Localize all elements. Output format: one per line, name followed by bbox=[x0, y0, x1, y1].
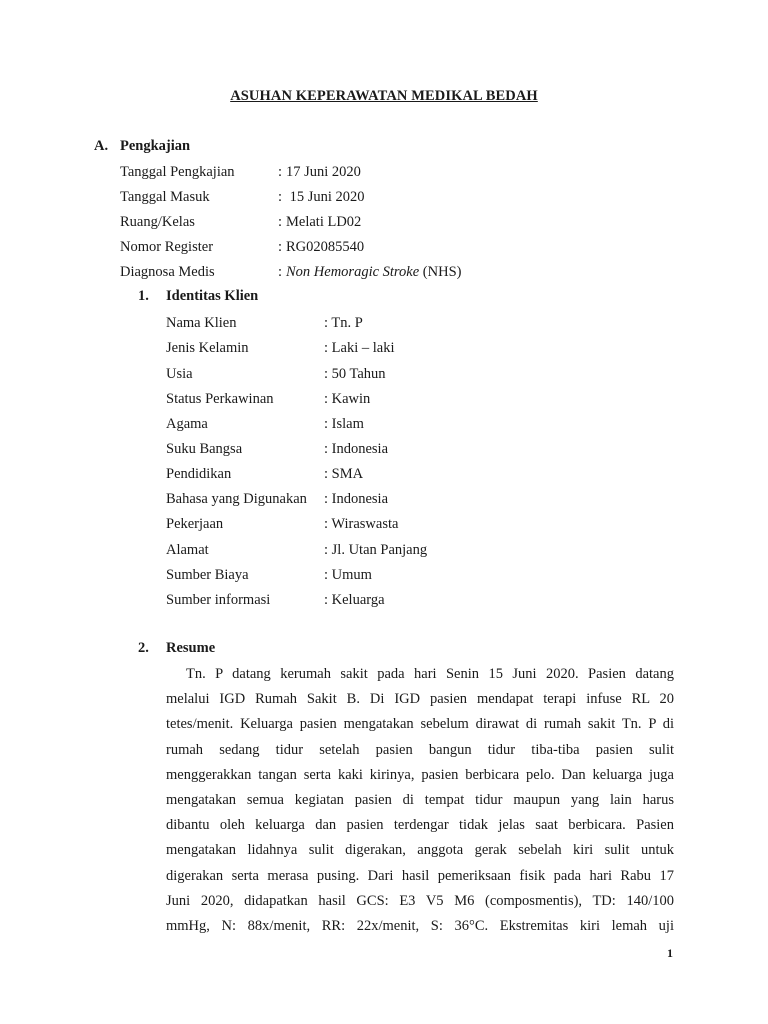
identity-value: : Laki – laki bbox=[324, 340, 395, 356]
resume-line: menggerakkan tangan serta kaki kirinya, pasien berbicara pelo. Dan keluarga juga bbox=[166, 766, 674, 783]
admission-label: Nomor Register bbox=[120, 239, 214, 255]
subsection-1-heading bbox=[138, 288, 258, 305]
resume-line: mmHg, N: 88x/menit, RR: 22x/menit, S: 36°C. Ekstremitas kiri lemah uji bbox=[166, 917, 674, 934]
identity-value: : Tn. P bbox=[324, 315, 363, 331]
identity-label: Usia bbox=[166, 366, 193, 382]
admission-sep: : bbox=[278, 214, 283, 230]
subsection-1-label: Identitas Klien bbox=[166, 288, 259, 304]
resume-line: tetes/menit. Keluarga pasien mengatakan sebelum dirawat di rumah sakit Tn. P di bbox=[166, 716, 674, 733]
identity-value: : Kawin bbox=[324, 391, 371, 407]
resume-line: Juni 2020, didapatkan hasil GCS: E3 V5 M6 (composmentis), TD: 140/100 bbox=[166, 892, 674, 909]
admission-sep: : bbox=[278, 264, 283, 280]
admission-sep: : bbox=[278, 239, 283, 255]
resume-line: digerakan serta merasa pusing. Dari hasil pemeriksaan fisik pada hari Rabu 17 bbox=[166, 867, 674, 884]
identity-label: Alamat bbox=[166, 542, 209, 558]
admission-value: 15 Juni 2020 bbox=[286, 189, 365, 205]
subsection-1-num: 1. bbox=[138, 288, 149, 304]
admission-sep: : bbox=[278, 164, 283, 180]
identity-value: : SMA bbox=[324, 466, 364, 482]
resume-line: mengatakan lidahnya sulit digerakan, anggota gerak sebelah kiri sulit untuk bbox=[166, 842, 674, 859]
admission-label: Ruang/Kelas bbox=[120, 214, 195, 230]
admission-row bbox=[120, 162, 620, 182]
admission-row bbox=[120, 237, 620, 257]
identity-value: : Keluarga bbox=[324, 592, 385, 608]
identity-label: Sumber Biaya bbox=[166, 567, 249, 583]
admission-value: 17 Juni 2020 bbox=[286, 164, 361, 180]
diagnosis-rest: (NHS) bbox=[419, 264, 462, 280]
admission-label: Tanggal Masuk bbox=[120, 189, 210, 205]
admission-label: Diagnosa Medis bbox=[120, 264, 215, 280]
identity-value: : Indonesia bbox=[324, 441, 389, 457]
section-a-heading bbox=[94, 138, 190, 155]
identity-label: Agama bbox=[166, 416, 208, 432]
identity-label: Pendidikan bbox=[166, 466, 232, 482]
resume-paragraph bbox=[166, 662, 674, 939]
admission-row bbox=[120, 262, 620, 282]
resume-line: melalui IGD Rumah Sakit B. Di IGD pasien mendapat terapi infuse RL 20 bbox=[166, 691, 674, 708]
document-title: ASUHAN KEPERAWATAN MEDIKAL BEDAH bbox=[230, 88, 538, 104]
identity-label: Suku Bangsa bbox=[166, 441, 243, 457]
identity-value: : Jl. Utan Panjang bbox=[324, 542, 428, 558]
admission-row bbox=[120, 212, 620, 232]
section-a-label: Pengkajian bbox=[120, 138, 191, 154]
identity-label: Jenis Kelamin bbox=[166, 340, 249, 356]
subsection-2-label: Resume bbox=[166, 640, 216, 656]
identity-label: Sumber informasi bbox=[166, 592, 271, 608]
subsection-2-num: 2. bbox=[138, 640, 149, 656]
page-number: 1 bbox=[667, 946, 673, 960]
identity-value: : Umum bbox=[324, 567, 372, 583]
identity-label: Nama Klien bbox=[166, 315, 237, 331]
identity-label: Status Perkawinan bbox=[166, 391, 274, 407]
identity-label: Pekerjaan bbox=[166, 516, 224, 532]
admission-value: Melati LD02 bbox=[286, 214, 362, 230]
resume-line: dibantu oleh keluarga dan pasien terdengar tidak jelas saat berbicara. Pasien bbox=[166, 817, 674, 834]
identity-value: : Wiraswasta bbox=[324, 516, 399, 532]
diagnosis-italic: Non Hemoragic Stroke bbox=[286, 264, 420, 280]
identity-value: : 50 Tahun bbox=[324, 366, 386, 382]
resume-line: rumah sedang tidur setelah pasien bangun tidur tiba-tiba pasien sulit bbox=[166, 741, 674, 758]
identity-label: Bahasa yang Digunakan bbox=[166, 491, 307, 507]
subsection-2-heading bbox=[138, 640, 215, 657]
section-a-letter: A. bbox=[94, 138, 109, 154]
admission-value: RG02085540 bbox=[286, 239, 365, 255]
admission-sep: : bbox=[278, 189, 283, 205]
resume-line: mengatakan semua kegiatan pasien di tempat tidur maupun yang lain harus bbox=[166, 791, 674, 808]
admission-value bbox=[286, 262, 461, 282]
resume-line: Tn. P datang kerumah sakit pada hari Senin 15 Juni 2020. Pasien datang bbox=[186, 666, 674, 682]
identity-value: : Islam bbox=[324, 416, 364, 432]
admission-row bbox=[120, 187, 620, 207]
identity-value: : Indonesia bbox=[324, 491, 389, 507]
admission-label: Tanggal Pengkajian bbox=[120, 164, 235, 180]
